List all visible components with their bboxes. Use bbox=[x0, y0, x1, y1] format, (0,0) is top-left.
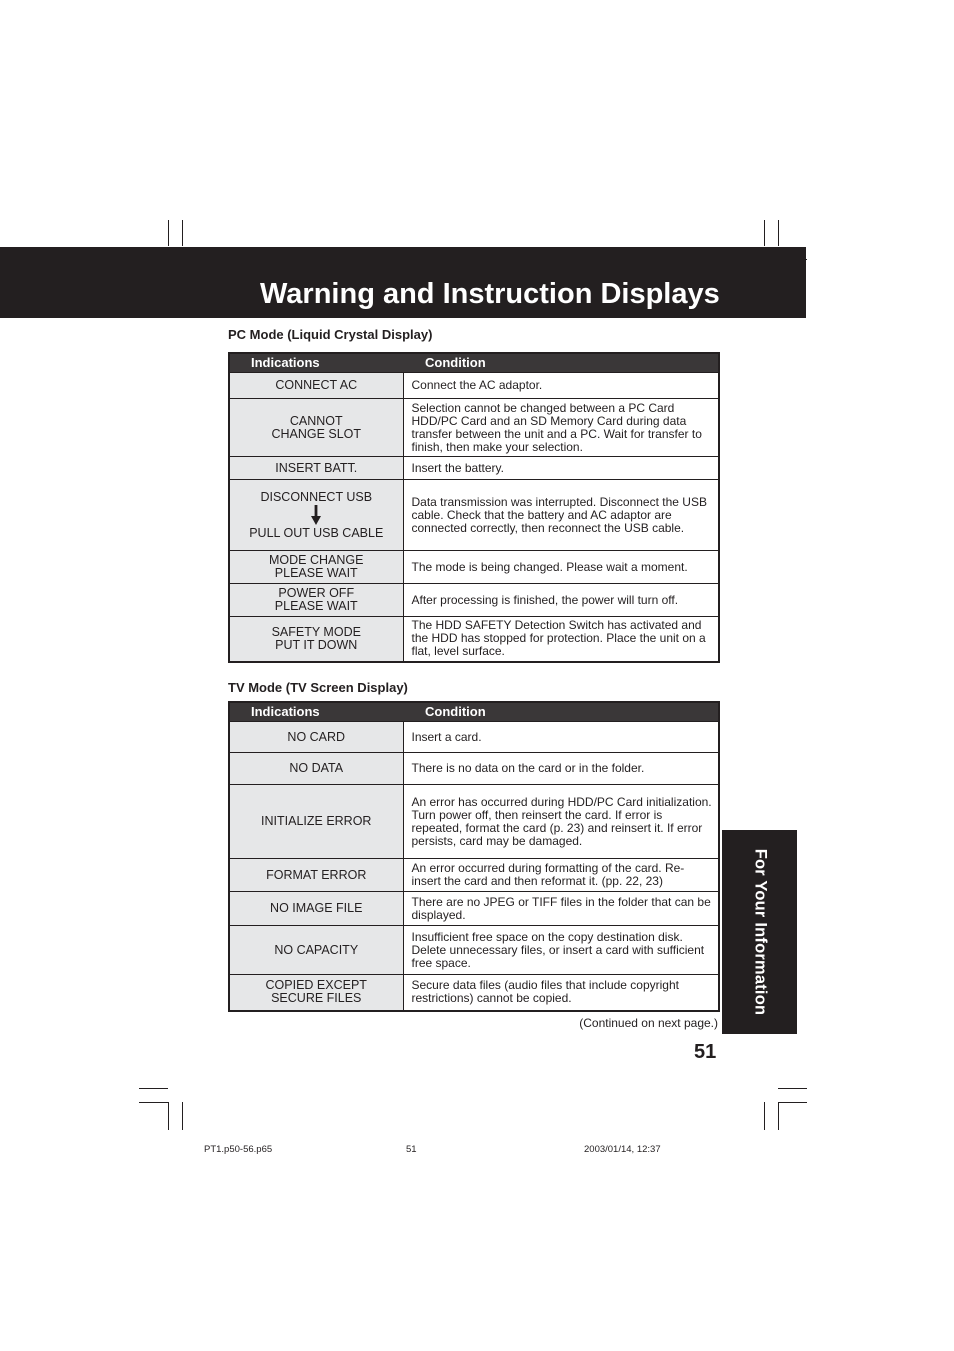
table-row bbox=[229, 785, 719, 859]
footer-page: 51 bbox=[406, 1144, 417, 1155]
condition-cell: Insert the battery. bbox=[403, 457, 719, 480]
section-side-tab bbox=[722, 830, 797, 1034]
condition-cell: Insufficient free space on the copy destination disk. Delete unnecessary files, or insert a card with sufficient free space. bbox=[403, 926, 719, 975]
crop-mark bbox=[764, 220, 765, 246]
pc-mode-heading: PC Mode (Liquid Crystal Display) bbox=[228, 327, 433, 342]
table-header-row bbox=[229, 353, 719, 373]
crop-mark bbox=[139, 1088, 168, 1089]
arrow-down-icon bbox=[234, 505, 399, 527]
table-row bbox=[229, 457, 719, 480]
indication-cell: POWER OFF PLEASE WAIT bbox=[229, 584, 403, 617]
indication-cell: FORMAT ERROR bbox=[229, 859, 403, 892]
tv-mode-table bbox=[228, 701, 720, 1012]
crop-mark bbox=[778, 1102, 779, 1130]
indication-cell: INITIALIZE ERROR bbox=[229, 785, 403, 859]
condition-cell: Selection cannot be changed between a PC Card HDD/PC Card and an SD Memory Card during data transfer between the unit and a PC. Wait for transfer to finish, then make your selection. bbox=[403, 399, 719, 457]
condition-cell: There are no JPEG or TIFF files in the folder that can be displayed. bbox=[403, 892, 719, 926]
footer-timestamp: 2003/01/14, 12:37 bbox=[584, 1144, 661, 1155]
table-row bbox=[229, 926, 719, 975]
table-row bbox=[229, 975, 719, 1011]
page-number: 51 bbox=[694, 1041, 717, 1063]
crop-mark bbox=[778, 1102, 807, 1103]
condition-cell: Connect the AC adaptor. bbox=[403, 373, 719, 399]
crop-mark bbox=[182, 1102, 183, 1130]
arrow-down-icon bbox=[311, 505, 321, 525]
continued-note: (Continued on next page.) bbox=[579, 1016, 718, 1030]
table-header-row bbox=[229, 702, 719, 722]
crop-mark bbox=[168, 1102, 169, 1130]
crop-mark bbox=[139, 1102, 168, 1103]
table-row bbox=[229, 859, 719, 892]
indication-line: DISCONNECT USB bbox=[260, 489, 373, 504]
condition-cell: An error occurred during formatting of the card. Re-insert the card and then reformat it. (pp. 22, 23) bbox=[403, 859, 719, 892]
indication-cell: NO DATA bbox=[229, 753, 403, 785]
indication-cell bbox=[229, 480, 403, 551]
table-row bbox=[229, 753, 719, 785]
col-condition: Condition bbox=[403, 353, 719, 373]
table-row bbox=[229, 584, 719, 617]
table-row bbox=[229, 892, 719, 926]
crop-mark bbox=[778, 1088, 807, 1089]
indication-line: PULL OUT USB CABLE bbox=[249, 525, 384, 540]
table-row bbox=[229, 617, 719, 662]
condition-cell: An error has occurred during HDD/PC Card initialization. Turn power off, then reinsert the card. If error is repeated, format the card (p. 23) and reinsert it. If error persists, card may be damaged. bbox=[403, 785, 719, 859]
side-tab-label: For Your Information bbox=[751, 848, 769, 1016]
condition-cell: The mode is being changed. Please wait a moment. bbox=[403, 551, 719, 584]
table-row bbox=[229, 399, 719, 457]
indication-cell: MODE CHANGE PLEASE WAIT bbox=[229, 551, 403, 584]
indication-cell: NO CAPACITY bbox=[229, 926, 403, 975]
indication-cell: COPIED EXCEPT SECURE FILES bbox=[229, 975, 403, 1011]
crop-mark bbox=[778, 220, 779, 246]
col-indications: Indications bbox=[229, 353, 403, 373]
condition-cell: The HDD SAFETY Detection Switch has activated and the HDD has stopped for protection. Place the unit on a flat, level surface. bbox=[403, 617, 719, 662]
indication-cell: INSERT BATT. bbox=[229, 457, 403, 480]
col-condition: Condition bbox=[403, 702, 719, 722]
crop-mark bbox=[168, 220, 169, 246]
pc-mode-table bbox=[228, 352, 720, 663]
condition-cell: Data transmission was interrupted. Disconnect the USB cable. Check that the battery and AC adaptor are connected correctly, then reconnect the USB cable. bbox=[403, 480, 719, 551]
condition-cell: Secure data files (audio files that include copyright restrictions) cannot be copied. bbox=[403, 975, 719, 1011]
table-row bbox=[229, 373, 719, 399]
table-row bbox=[229, 722, 719, 753]
indication-cell: NO IMAGE FILE bbox=[229, 892, 403, 926]
indication-cell: NO CARD bbox=[229, 722, 403, 753]
condition-cell: After processing is finished, the power will turn off. bbox=[403, 584, 719, 617]
tv-mode-heading: TV Mode (TV Screen Display) bbox=[228, 680, 408, 695]
crop-mark bbox=[764, 1102, 765, 1130]
table-row bbox=[229, 551, 719, 584]
title-banner bbox=[0, 247, 806, 318]
page-title: Warning and Instruction Displays bbox=[260, 278, 720, 310]
indication-cell: CANNOT CHANGE SLOT bbox=[229, 399, 403, 457]
footer-file: PT1.p50-56.p65 bbox=[204, 1144, 273, 1155]
condition-cell: Insert a card. bbox=[403, 722, 719, 753]
condition-cell: There is no data on the card or in the folder. bbox=[403, 753, 719, 785]
col-indications: Indications bbox=[229, 702, 403, 722]
crop-mark bbox=[182, 220, 183, 246]
indication-cell: SAFETY MODE PUT IT DOWN bbox=[229, 617, 403, 662]
indication-cell: CONNECT AC bbox=[229, 373, 403, 399]
table-row bbox=[229, 480, 719, 551]
